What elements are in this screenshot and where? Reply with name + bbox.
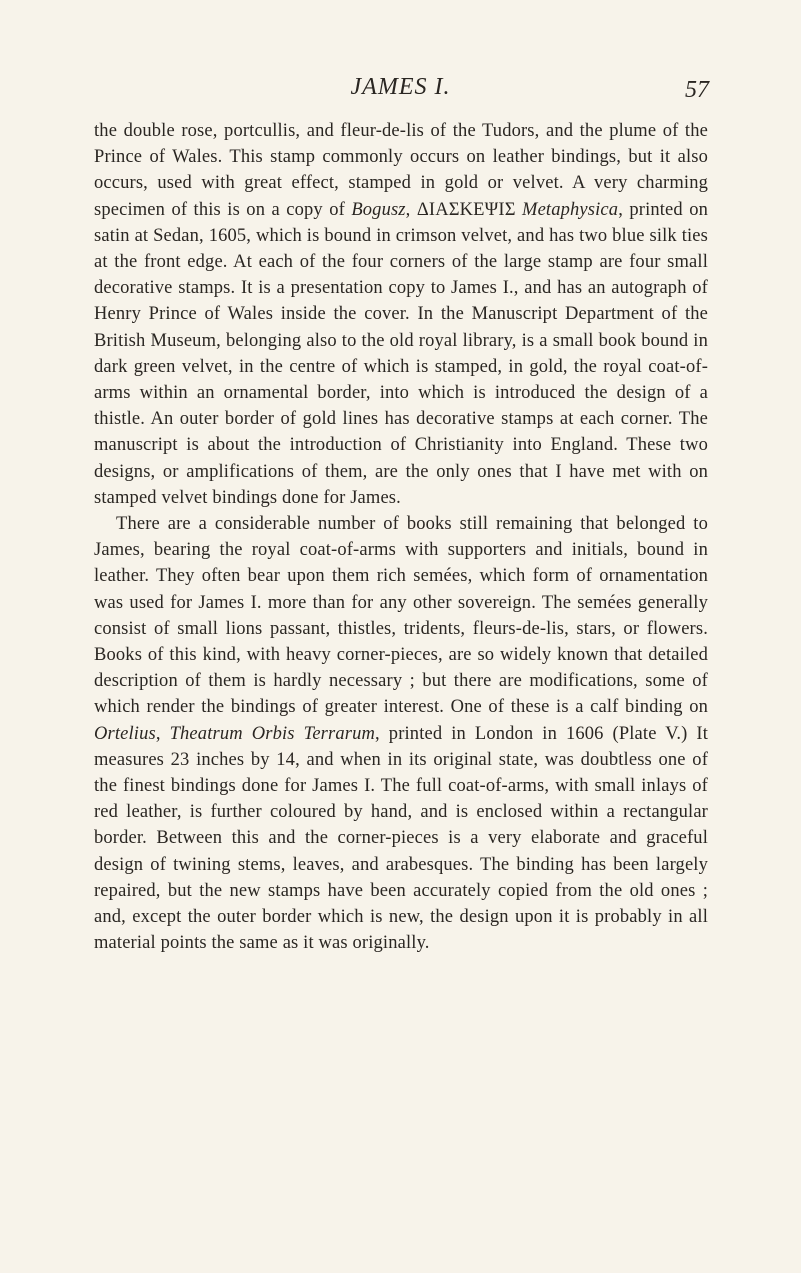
text-run: , printed in London in 1606 (Plate V.) It measures 23 inches by 14, and when in its original state, was doubtless one of the finest bindings done for James I. The full coat-of-arms, with small inlays of red leather, is further coloured by hand, and is enclosed within a rectangular border. Between this and the corner-pieces is a very elaborate and graceful design of twining stems, leaves, and arabesques. The binding has been largely repaired, but the new stamps have been accurately copied from the old ones ; and, except the outer border which is new, the design upon it is probably in all material points the same as it was originally. xyxy=(94,723,708,954)
text-run: , printed on satin at Sedan, 1605, which is bound in crimson velvet, and has two blue silk ties at the front edge. At each of the four corners of the large stamp are four small decorative stamps. It is a presentation copy to James I., and has an autograph of Henry Prince of Wales inside the cover. In the Manuscript Department of the British Museum, belonging also to the old royal library, is a small book bound in dark green velvet, in the centre of which is stamped, in gold, the royal coat-of-arms within an ornamental border, into which is introduced the design of a thistle. An outer border of gold lines has decorative stamps at each corner. The manuscript is about the introduction of Christianity into England. These two designs, or amplifications of them, are the only ones that I have met with on stamped velvet bindings done for James. xyxy=(94,199,709,508)
book-title: Theatrum Orbis Terrarum xyxy=(169,723,376,744)
text-run: , ΔΙΑΣΚΕΨΙΣ xyxy=(405,199,523,220)
body-text xyxy=(94,118,708,957)
book-title: Metaphysica xyxy=(522,199,619,220)
text-run: There are a considerable number of books still remaining that belonged to James, bearing the royal coat-of-arms with supporters and initials, bound in leather. They often bear upon them rich semées, which form of ornamentation was used for James I. more than for any other sovereign. The semées generally consist of small lions passant, thistles, tridents, fleurs-de-lis, stars, or flowers. Books of this kind, with heavy corner-pieces, are so widely known that detailed description of them is hardly necessary ; but there are modifications, some of which render the bindings of greater interest. One of these is a calf binding on xyxy=(94,514,708,718)
paragraph xyxy=(94,511,708,956)
paragraph xyxy=(94,118,708,511)
running-head xyxy=(0,68,801,102)
book-author: Bogusz xyxy=(351,199,406,220)
running-title: JAMES I. xyxy=(350,74,451,100)
text-run: the double rose, portcullis, and fleur-de-lis of the Tudors, and the plume of the Prince of Wales. This stamp commonly occurs on leather bindings, but it also occurs, used with great effect, stamped in gold or velvet. A very charming specimen of this is on a copy of xyxy=(94,121,708,220)
book-author: Ortelius xyxy=(94,723,156,744)
page-number: 57 xyxy=(685,77,709,103)
text-run: , xyxy=(155,723,170,744)
